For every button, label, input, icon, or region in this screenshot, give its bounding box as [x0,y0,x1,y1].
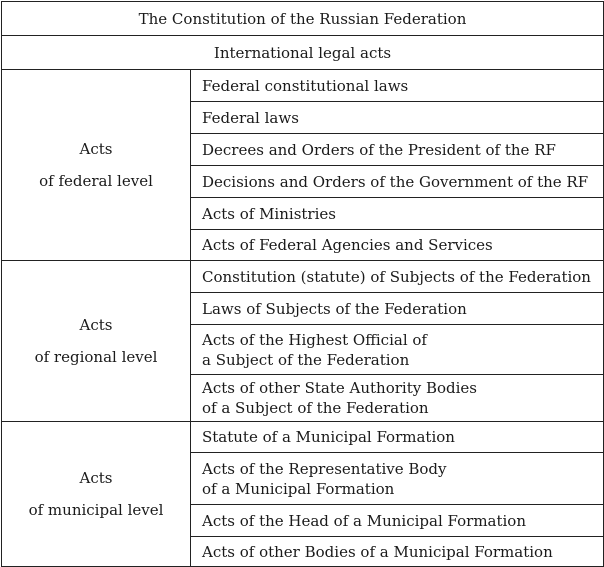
act-label-line-1: Acts of other State Authority Bodies [202,379,478,397]
act-label: Decrees and Orders of the President of the RF [202,140,556,159]
level-subtitle: of municipal level [28,501,164,519]
level-title: Acts [79,140,113,158]
international-acts-row: International legal acts [2,36,604,70]
act-label-line-1: Acts of the Representative Body [202,459,447,478]
table-row [2,422,604,453]
act-label: Statute of a Municipal Formation [202,428,455,446]
act-label-line-1: Acts of the Highest Official of [202,330,427,349]
level-title: Acts [79,316,113,334]
act-label: Constitution (statute) of Subjects of the Federation [202,267,591,286]
act-cell [191,134,604,166]
act-label-line-2: of a Municipal Formation [202,479,395,498]
act-cell [191,198,604,230]
act-cell [191,422,604,453]
act-label: Federal constitutional laws [202,76,409,95]
constitution-row: The Constitution of the Russian Federation [2,2,604,36]
act-cell [191,375,604,422]
table-row [2,70,604,102]
act-cell [191,325,604,375]
act-label: Decisions and Orders of the Government of the RF [202,172,589,191]
act-label: Acts of other Bodies of a Municipal Formation [202,542,553,561]
table-row [2,2,604,36]
act-cell [191,261,604,293]
regional-level-cell [2,261,191,422]
act-label-line-2: a Subject of the Federation [202,350,410,369]
act-label-line-2: of a Subject of the Federation [202,399,429,417]
act-label: Laws of Subjects of the Federation [202,299,467,318]
act-cell [191,537,604,567]
act-cell [191,293,604,325]
level-title: Acts [79,469,113,487]
act-label: Federal laws [202,108,299,127]
table-row [2,36,604,70]
table-row [2,261,604,293]
legal-acts-hierarchy-table [1,1,604,567]
act-cell [191,166,604,198]
act-cell [191,230,604,261]
act-cell [191,102,604,134]
level-subtitle: of regional level [34,348,158,366]
federal-level-cell [2,70,191,261]
act-cell [191,505,604,537]
act-cell [191,70,604,102]
act-cell [191,453,604,505]
act-label: Acts of the Head of a Municipal Formation [202,511,527,530]
level-subtitle: of federal level [39,172,153,190]
municipal-level-cell [2,422,191,567]
act-label: Acts of Ministries [202,204,336,223]
act-label: Acts of Federal Agencies and Services [202,236,493,254]
